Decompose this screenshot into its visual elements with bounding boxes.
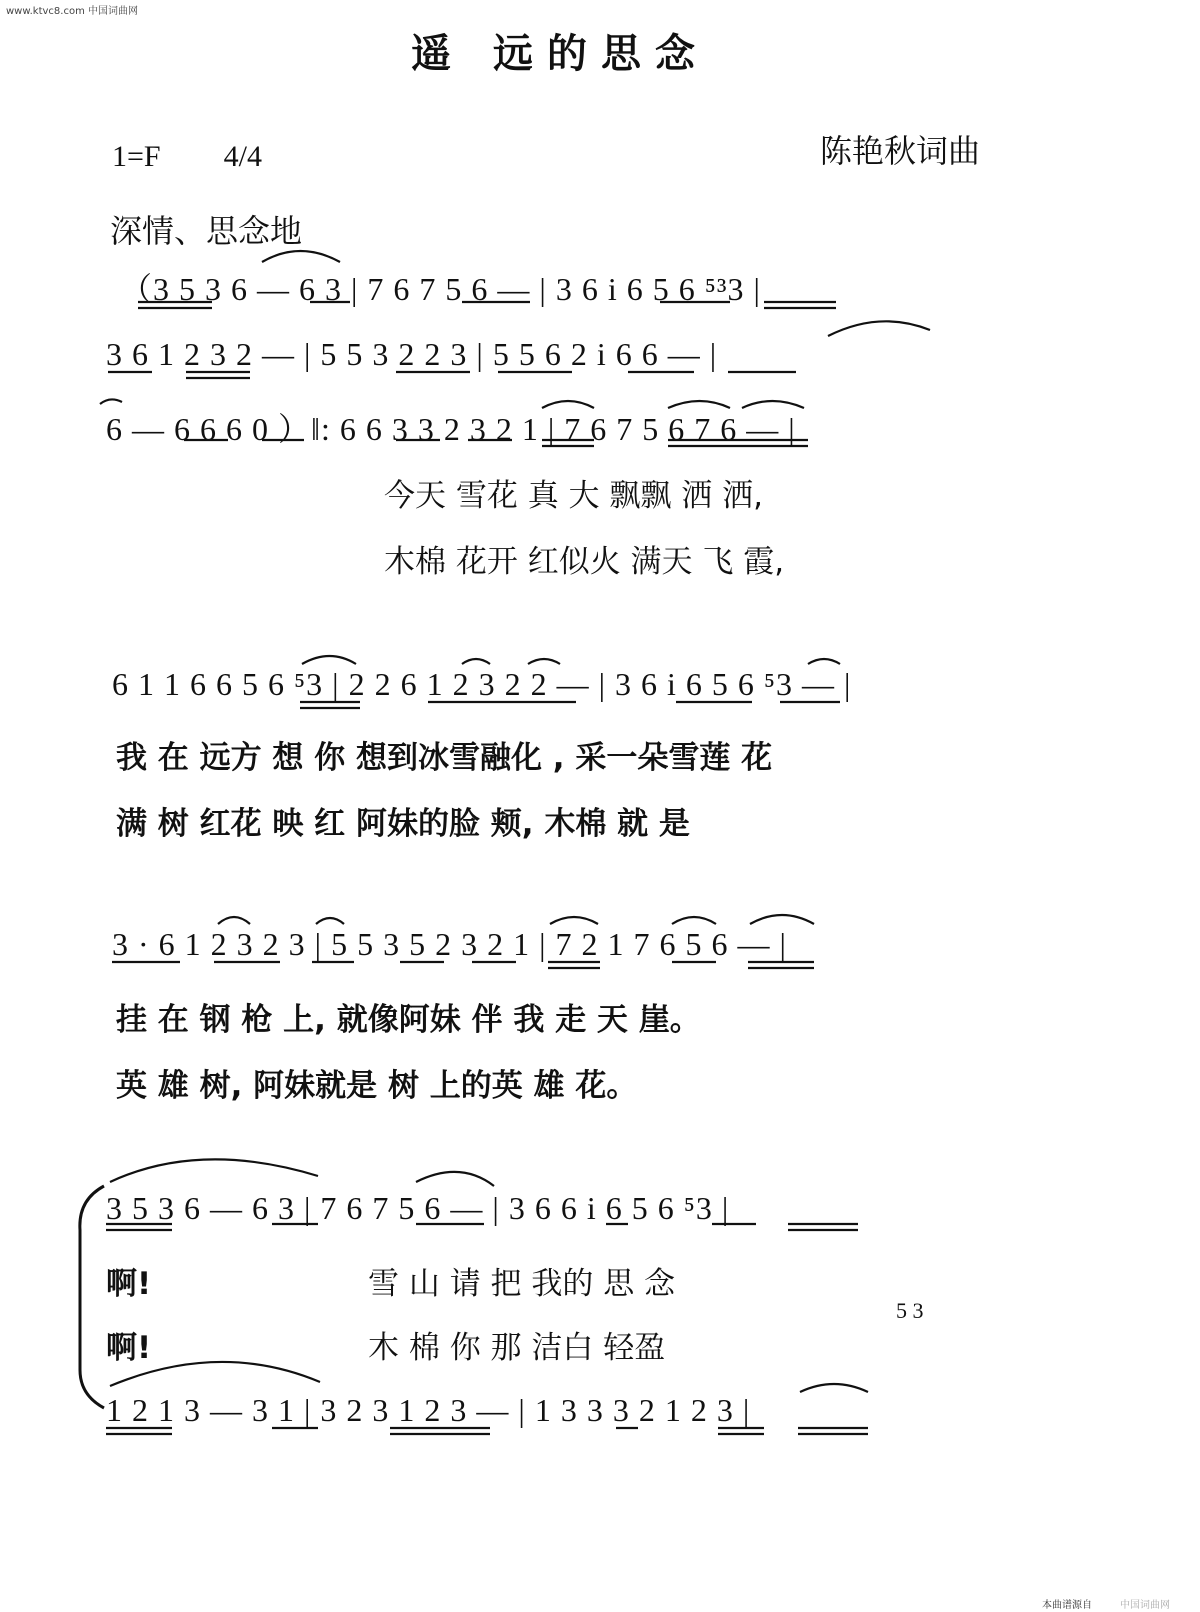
slur-mark [542,401,594,408]
slur-mark [262,251,340,262]
slur-mark [672,917,716,924]
slur-mark [416,1172,494,1186]
lyric-chorus-exclaim-1: 啊! [106,1266,152,1302]
lyric-chorus-line1: 雪 山 请 把 我的 思 念 [368,1266,676,1302]
footer-source-label: 本曲谱源自 [1042,1600,1092,1611]
score-line-4: 6 1 1 6 6 5 6 ⁵3 | 2 2 6 1 2 3 2 2 — | 3 6 i 6 5 6 ⁵3 — | [112,666,852,702]
slur-mark [828,321,930,336]
site-watermark: www.ktvc8.com 中国词曲网 [6,6,139,17]
lyric-verse1-line2: 我 在 远方 想 你 想到冰雪融化 , 采一朵雪莲 花 [116,740,773,776]
lyric-verse2-line2: 满 树 红花 映 红 阿妹的脸 颊, 木棉 就 是 [116,806,690,842]
lyric-verse2-line3: 英 雄 树, 阿妹就是 树 上的英 雄 花。 [116,1068,638,1104]
tempo-marking: 深情、思念地 [110,212,303,250]
slur-mark [668,401,730,408]
slur-mark [808,659,840,664]
slur-mark [316,918,344,924]
score-line-5: 3 · 6 1 2 3 2 3 | 5 5 3 5 2 3 2 1 | 7 2 1 7 6 5 6 — | [112,926,787,962]
song-title: 遥 远的思念 [411,30,709,77]
lyric-verse1-line3: 挂 在 钢 枪 上, 就像阿妹 伴 我 走 天 崖。 [116,1002,701,1038]
slur-mark [750,915,814,924]
slur-mark [100,399,122,404]
chorus-grace-notes: 5 3 [896,1298,924,1323]
lyric-verse1-line1: 今天 雪花 真 大 飘飘 洒 洒, [384,478,763,514]
key-signature: 1=F [112,140,161,173]
slur-mark [462,659,490,664]
chorus-brace [80,1186,104,1408]
lyric-verse2-line1: 木棉 花开 红似火 满天 飞 霞, [384,544,785,580]
composer-credit: 陈艳秋词曲 [820,132,981,170]
slur-mark [110,1159,318,1182]
time-signature: 4/4 [223,140,262,173]
score-line-3: 6 — 6 6 6 0 ）‖: 6 6 3 3 2 3 2 1 | 7 6 7 5 6 7 6 — | [106,411,796,447]
slur-mark [800,1384,868,1392]
score-line-6: 3 5 3 6 — 6 3 | 7 6 7 5 6 — | 3 6 6 i 6 5 6 ⁵3 | [106,1190,730,1226]
score-line-1: （3 5 3 6 — 6 3 | 7 6 7 5 6 — | 3 6 i 6 5 6 ⁵³3 | [120,271,761,307]
slur-mark [550,917,598,924]
score-line-2: 3 6 1 2 3 2 — | 5 5 3 2 2 3 | 5 5 6 2 i 6 6 — | [106,336,718,372]
slur-mark [742,401,804,408]
slur-mark [528,659,560,664]
score-line-7: 1 2 1 3 — 3 1 | 3 2 3 1 2 3 — | 1 3 3 3 2 1 2 3 | [106,1392,751,1428]
slur-mark [110,1362,320,1386]
slur-mark [218,917,250,924]
lyric-chorus-exclaim-2: 啊! [106,1330,152,1366]
lyric-chorus-line2: 木 棉 你 那 洁白 轻盈 [368,1330,666,1366]
slur-mark [302,656,356,664]
footer-site-label: 中国词曲网 [1120,1600,1170,1611]
